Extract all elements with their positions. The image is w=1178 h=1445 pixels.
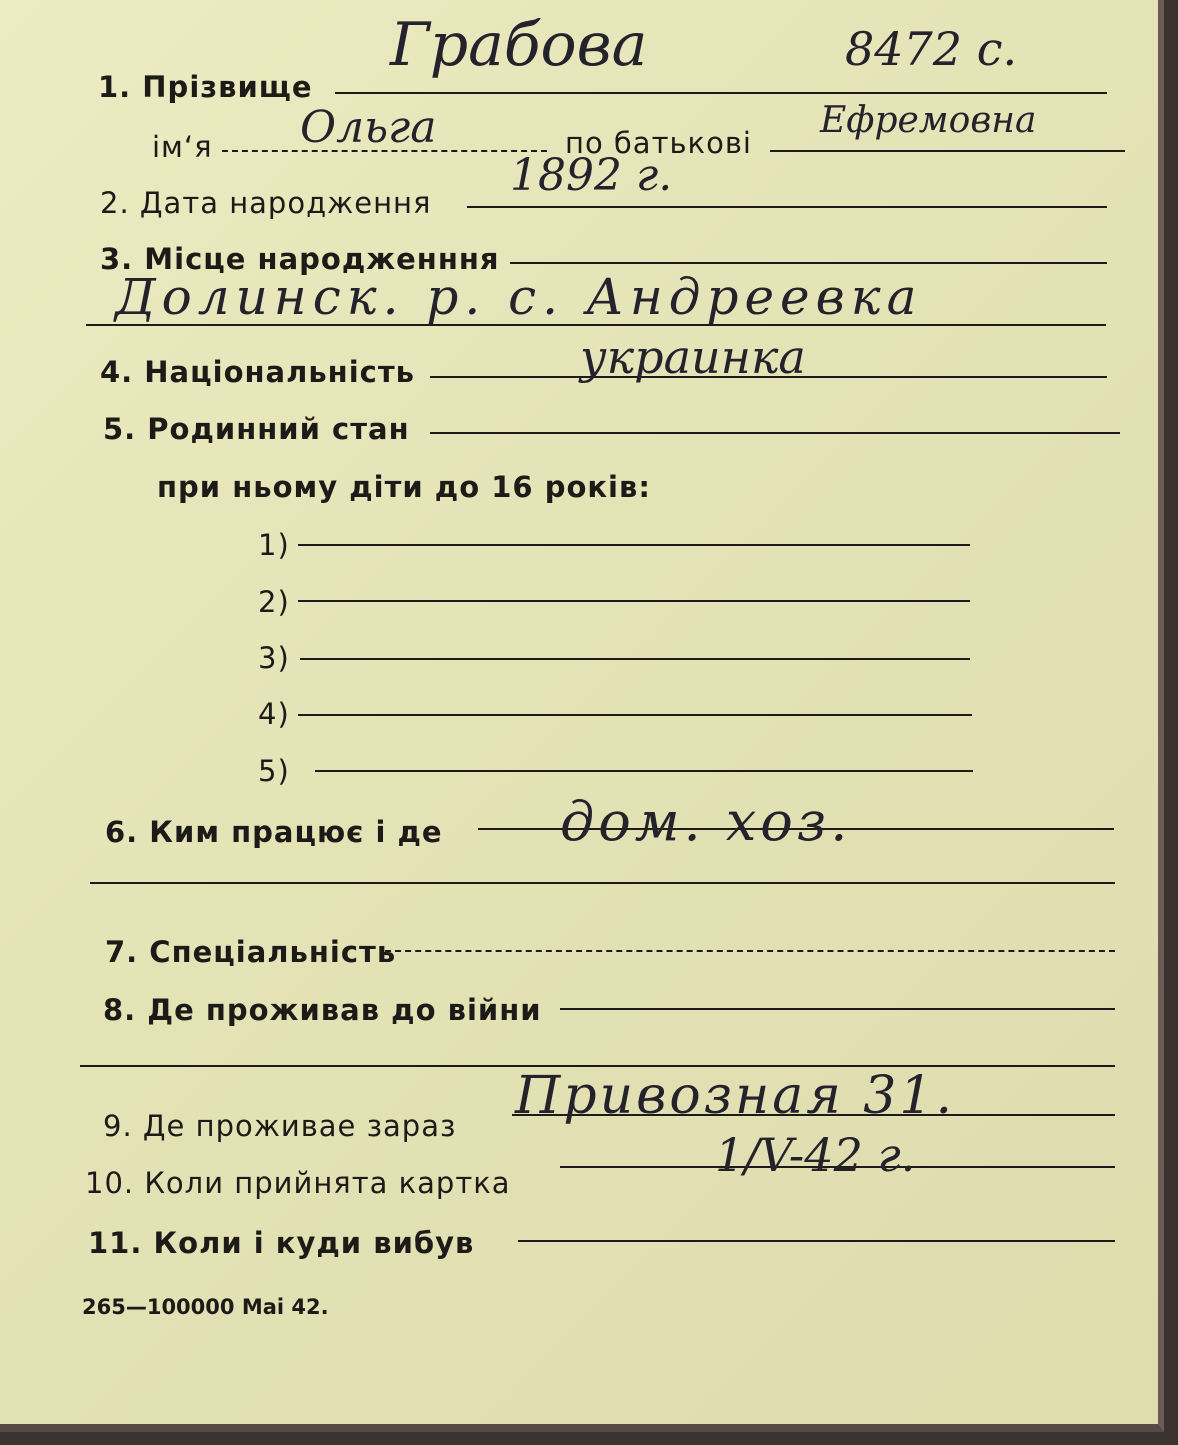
child-3-line	[300, 658, 970, 660]
marital-line	[430, 432, 1120, 434]
birth-place-label: 3. Місце народженння	[100, 242, 500, 276]
birth-date-line	[467, 206, 1107, 208]
nationality-label: 4. Національність	[100, 355, 415, 389]
child-5-label: 5)	[258, 754, 290, 788]
name-label: ім‘я	[152, 130, 213, 164]
child-4-line	[298, 714, 972, 716]
work-line-2	[90, 882, 1115, 884]
card-number-value: 8472 с.	[845, 22, 1018, 76]
name-value: Ольга	[300, 102, 437, 153]
patronymic-label: по батькові	[565, 126, 752, 160]
birth-place-value: Долинск. р. с. Андреевка	[115, 268, 923, 326]
specialty-line	[385, 950, 1115, 952]
surname-line	[335, 92, 1107, 94]
current-label: 9. Де проживае зараз	[103, 1109, 457, 1143]
prewar-line-1	[560, 1008, 1115, 1010]
patronymic-line	[770, 150, 1125, 152]
birth-place-line-1	[510, 262, 1107, 264]
nationality-value: украинка	[580, 330, 806, 384]
child-2-label: 2)	[258, 585, 290, 619]
patronymic-value: Ефремовна	[820, 100, 1037, 141]
child-5-line	[315, 770, 973, 772]
child-2-line	[298, 600, 970, 602]
child-1-line	[298, 544, 970, 546]
surname-label: 1. Прізвище	[98, 70, 313, 104]
surname-value: Грабова	[390, 10, 648, 80]
accepted-label: 10. Коли прийнята картка	[85, 1166, 511, 1200]
work-value: дом. хоз.	[560, 790, 852, 853]
specialty-label: 7. Спеціальність	[105, 935, 397, 969]
prewar-label: 8. Де проживав до війни	[103, 993, 542, 1027]
child-3-label: 3)	[258, 641, 290, 675]
current-value: Привозная 31.	[515, 1066, 955, 1126]
accepted-value: 1/V-42 г.	[715, 1128, 916, 1182]
birth-date-label: 2. Дата народження	[100, 186, 432, 220]
print-run-mark: 265—100000 Mai 42.	[82, 1295, 329, 1319]
birth-date-value: 1892 г.	[510, 150, 673, 201]
marital-label: 5. Родинний стан	[103, 412, 410, 446]
departed-line	[518, 1240, 1115, 1242]
children-label: при ньому діти до 16 років:	[157, 470, 651, 504]
child-4-label: 4)	[258, 697, 290, 731]
child-1-label: 1)	[258, 528, 290, 562]
work-label: 6. Ким працює і де	[105, 815, 443, 849]
departed-label: 11. Коли і куди вибув	[88, 1226, 475, 1260]
